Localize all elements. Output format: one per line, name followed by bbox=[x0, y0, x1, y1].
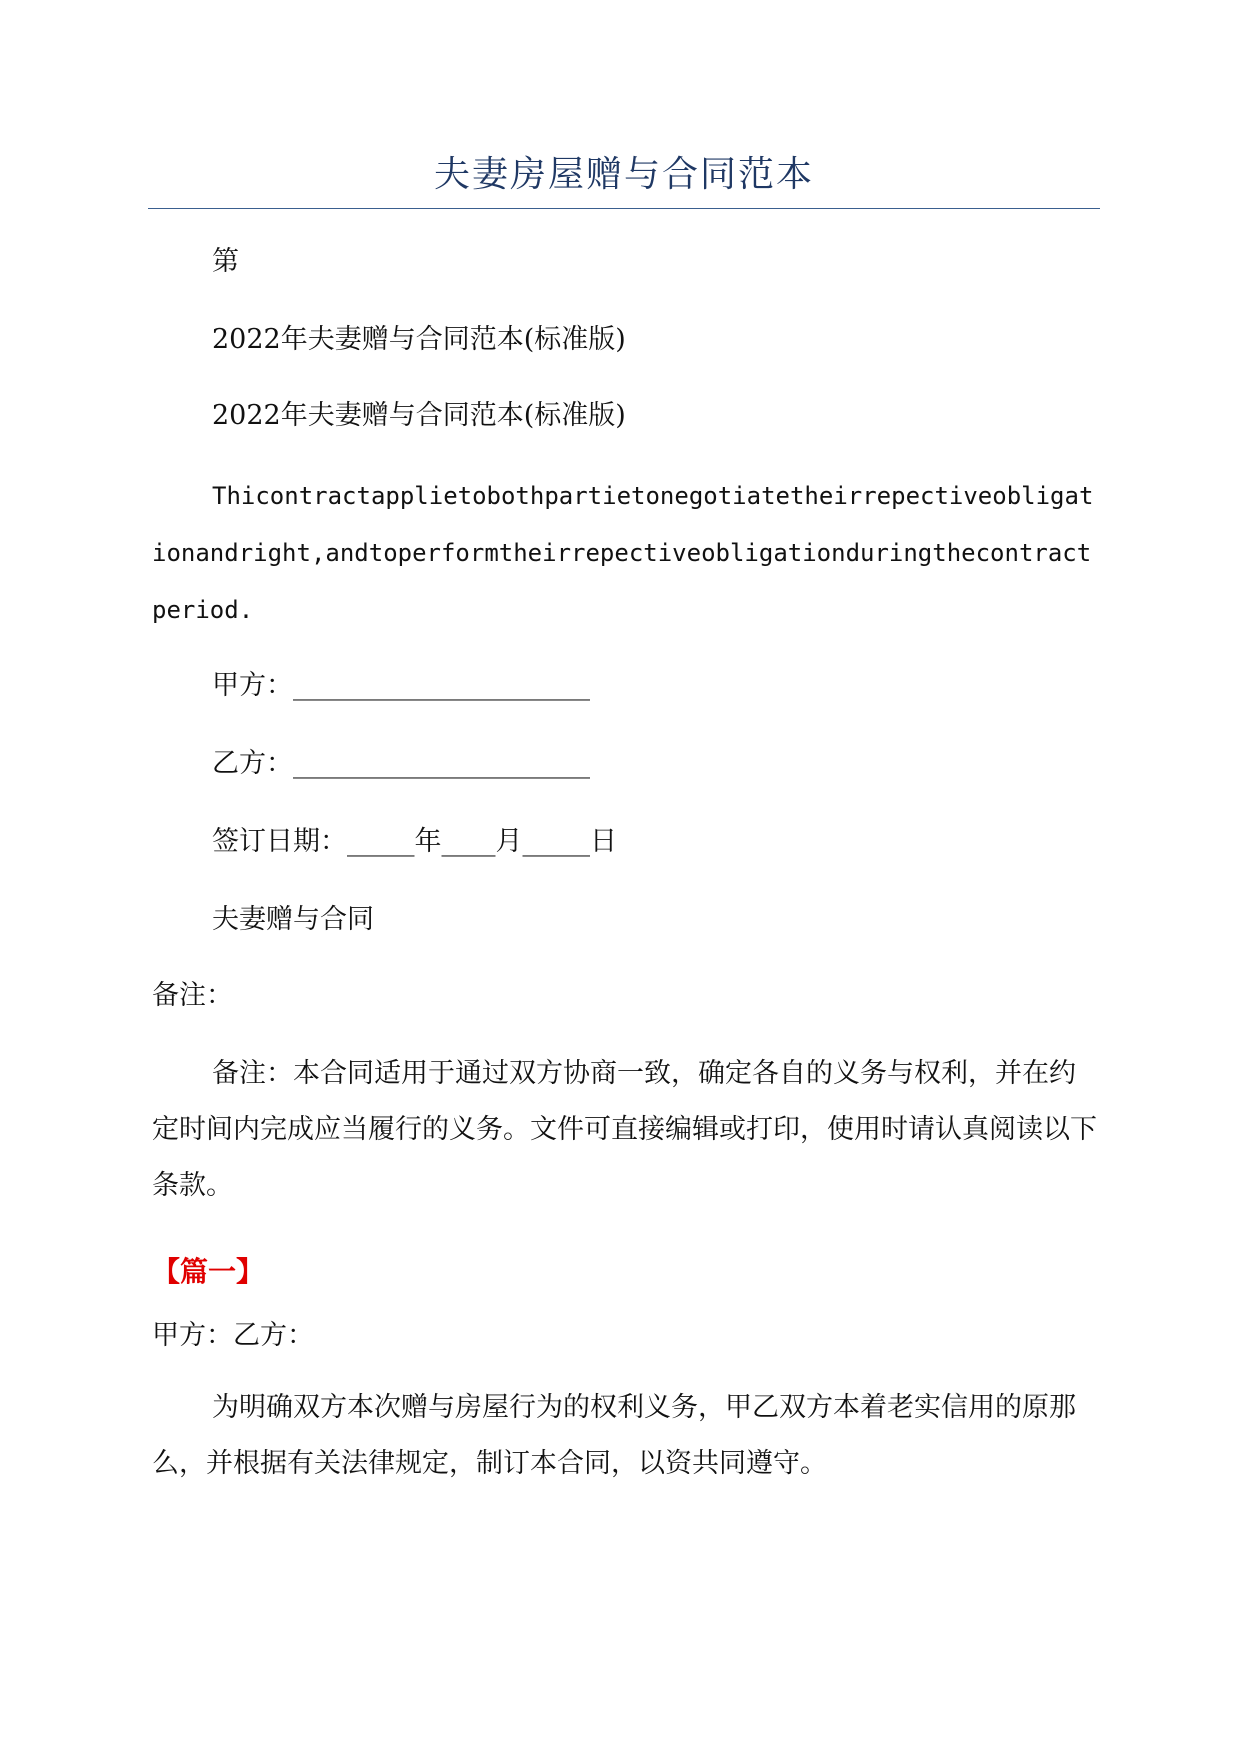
parties-line: 甲方：乙方： bbox=[152, 1320, 314, 1351]
section-one-heading: 【篇一】 bbox=[152, 1255, 265, 1288]
party-a-line: 甲方：______________________ bbox=[212, 670, 590, 701]
remark-paragraph: 备注：本合同适用于通过双方协商一致，确定各自的义务与权利，并在约定时间内完成应当履行的义务。文件可直接编辑或打印，使用时请认真阅读以下条款。 bbox=[152, 1058, 1097, 1201]
line-di: 第 bbox=[212, 246, 239, 277]
remark-label: 备注： bbox=[152, 980, 233, 1011]
title-underline bbox=[148, 208, 1100, 209]
sign-date-line: 签订日期：_____年____月_____日 bbox=[212, 826, 617, 857]
subtitle-line-2: 2022年夫妻赠与合同范本(标准版) bbox=[212, 400, 626, 431]
intro-paragraph: 为明确双方本次赠与房屋行为的权利义务，甲乙双方本着老实信用的原那么，并根据有关法律规定，制订本合同，以资共同遵守。 bbox=[152, 1392, 1076, 1479]
english-summary: Thicontractapplietobothpartietonegotiatetheirrepectiveobligationandright,andtoperformtheirrepectiveobligationduringthecontractperiod. bbox=[152, 482, 1094, 624]
party-b-line: 乙方：______________________ bbox=[212, 748, 590, 779]
subtitle-line-1: 2022年夫妻赠与合同范本(标准版) bbox=[212, 324, 626, 355]
document-title: 夫妻房屋赠与合同范本 bbox=[433, 154, 814, 195]
contract-name-line: 夫妻赠与合同 bbox=[212, 904, 374, 935]
